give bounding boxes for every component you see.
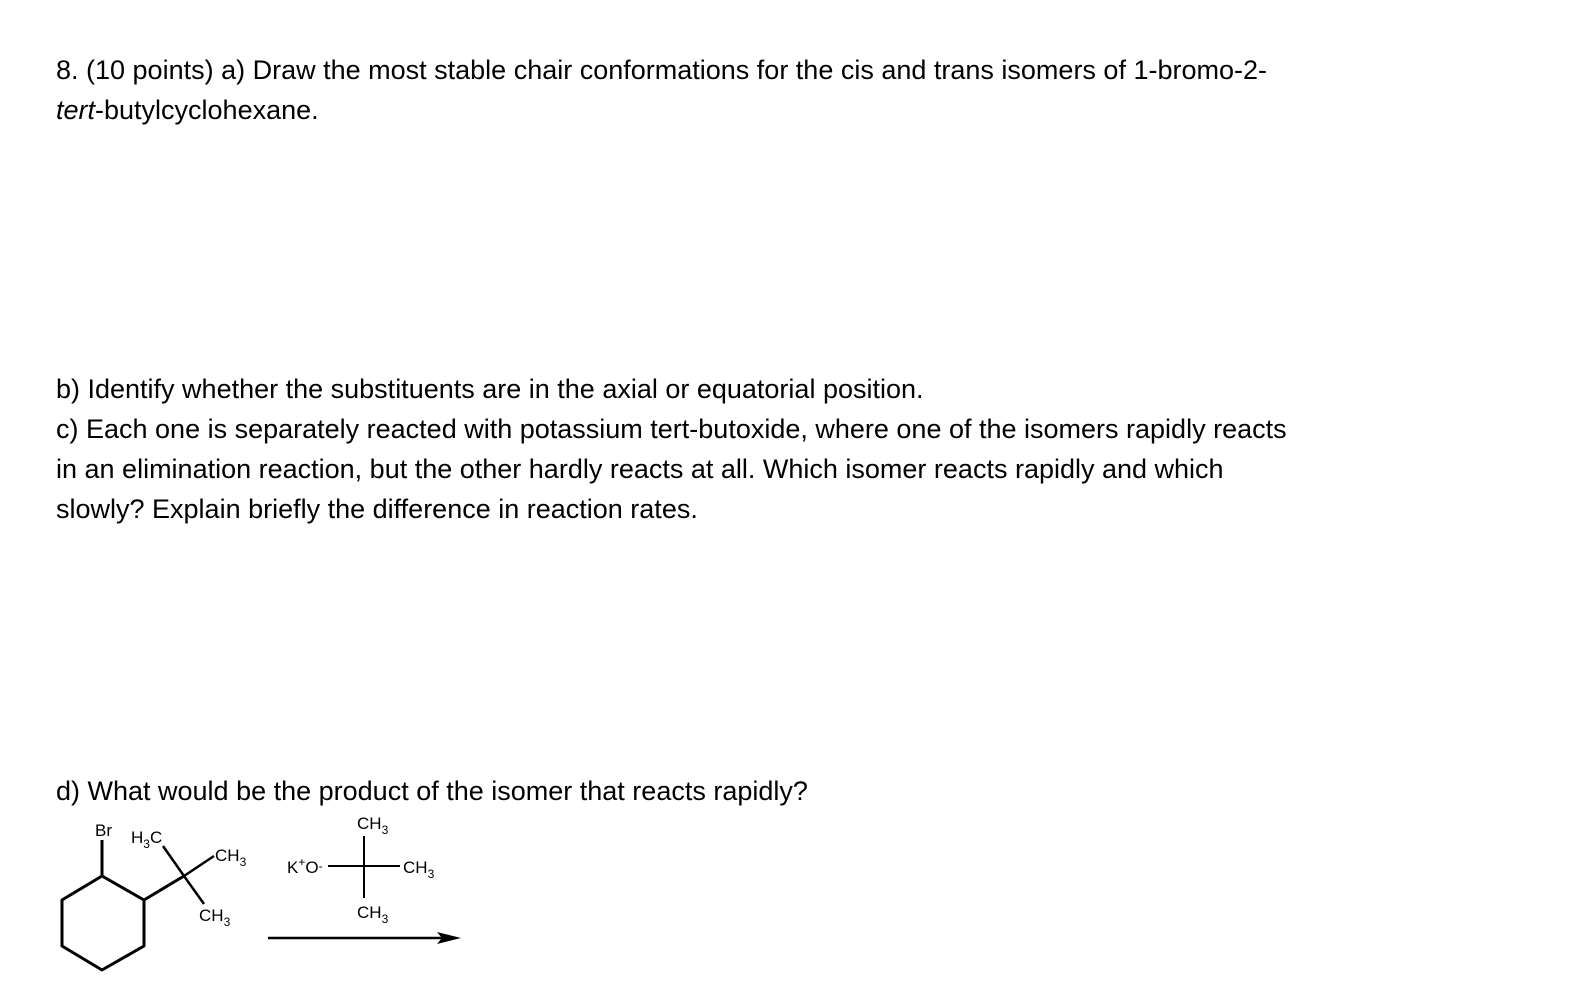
- reaction-scheme: [0, 800, 520, 990]
- part-a-tert-italic: tert: [56, 95, 96, 125]
- substrate-h3c-label: $H_3C$: [131, 828, 163, 851]
- substrate-structure: [62, 821, 247, 970]
- part-c-line2: in an elimination reaction, but the other hardly reacts at all. Which isomer reacts rapidly and which: [56, 454, 1224, 484]
- tbutyl-bond-right: [184, 856, 214, 876]
- part-a-line1: 8. (10 points) a) Draw the most stable chair conformations for the cis and trans isomers of 1-bromo-2-: [56, 55, 1267, 85]
- part-d-line1: d) What would be the product of the isomer that reacts rapidly?: [56, 776, 808, 806]
- reaction-arrow: [268, 932, 461, 944]
- reagent-ch3-right-label: $CH_3$: [403, 858, 435, 881]
- question-part-a: [56, 50, 1267, 130]
- reagent-ch3-bottom-label: $CH_3$: [357, 903, 389, 926]
- part-c-line3: slowly? Explain briefly the difference in reaction rates.: [56, 494, 698, 524]
- tbutyl-bond-down: [184, 876, 204, 904]
- part-a-line2: -butylcyclohexane.: [95, 95, 319, 125]
- tbutyl-bond-upper-left: [163, 846, 184, 876]
- ring-tbutyl-bond: [144, 876, 184, 900]
- substrate-ch3-bottom-label: $CH_3$: [199, 906, 231, 929]
- substrate-br-label: Br: [95, 821, 112, 840]
- question-parts-b-c: [56, 369, 1287, 529]
- reagent-potassium-tert-butoxide: [287, 814, 435, 926]
- cyclohexane-ring: [62, 876, 144, 970]
- substrate-ch3-right-label: $CH_3$: [215, 846, 247, 869]
- part-b-line1: b) Identify whether the substituents are in the axial or equatorial position.: [56, 374, 924, 404]
- reagent-k-o-label: K+O-: [287, 855, 323, 877]
- reagent-ch3-top-label: $CH_3$: [357, 814, 389, 837]
- part-c-line1: c) Each one is separately reacted with potassium tert-butoxide, where one of the isomers rapidly reacts: [56, 414, 1287, 444]
